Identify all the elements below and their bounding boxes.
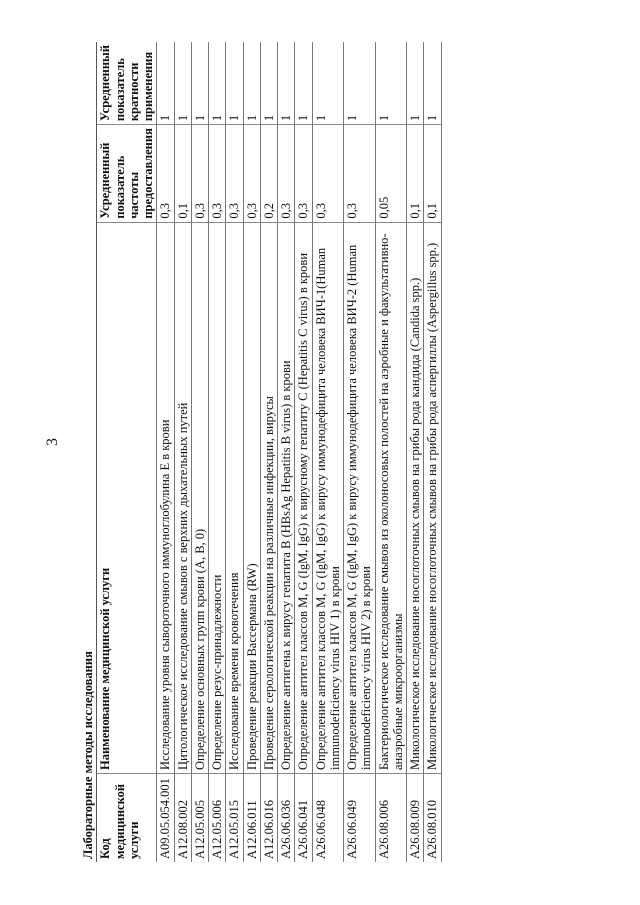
cell-multiplicity: 1 <box>226 42 243 125</box>
cell-code: A12.06.011 <box>243 774 260 863</box>
cell-frequency: 0,3 <box>344 125 376 223</box>
services-table-container <box>80 42 640 862</box>
cell-name: Исследование уровня сывороточного иммуноглобулина E в крови <box>157 222 174 773</box>
cell-multiplicity: 1 <box>312 42 344 125</box>
cell-code: A12.06.016 <box>260 774 277 863</box>
cell-multiplicity: 1 <box>375 42 407 125</box>
table-row <box>424 42 441 862</box>
table-row <box>209 42 226 862</box>
table-row <box>191 42 208 862</box>
cell-multiplicity: 1 <box>174 42 191 125</box>
table-row <box>174 42 191 862</box>
cell-name: Проведение серологической реакции на различные инфекции, вирусы <box>260 222 277 773</box>
cell-multiplicity: 1 <box>407 42 424 125</box>
cell-frequency: 0,3 <box>243 125 260 223</box>
table-row <box>295 42 312 862</box>
cell-multiplicity: 1 <box>157 42 174 125</box>
cell-code: A26.08.006 <box>375 774 407 863</box>
cell-frequency: 0,1 <box>174 125 191 223</box>
cell-multiplicity: 1 <box>424 42 441 125</box>
table-row <box>226 42 243 862</box>
cell-name: Бактериологическое исследование смывов из околоносовых полостей на аэробные и факультативно-анаэробные микроорганизмы <box>375 222 407 773</box>
cell-multiplicity: 1 <box>191 42 208 125</box>
table-row <box>243 42 260 862</box>
cell-frequency: 0,1 <box>407 125 424 223</box>
table-row <box>344 42 376 862</box>
cell-multiplicity: 1 <box>278 42 295 125</box>
cell-code: A12.08.002 <box>174 774 191 863</box>
header-multiplicity: Усредненный показатель кратности применения <box>97 42 157 125</box>
cell-frequency: 0,3 <box>312 125 344 223</box>
cell-frequency: 0,3 <box>226 125 243 223</box>
cell-name: Определение антител классов M, G (IgM, IgG) к вирусу иммунодефицита человека ВИЧ-1(Human immunodeficiency virus HIV 1) в крови <box>312 222 344 773</box>
cell-code: A12.05.015 <box>226 774 243 863</box>
cell-multiplicity: 1 <box>260 42 277 125</box>
cell-code: A26.06.049 <box>344 774 376 863</box>
cell-frequency: 0,3 <box>295 125 312 223</box>
table-row <box>278 42 295 862</box>
header-name: Наименование медицинской услуги <box>97 222 157 773</box>
cell-code: A12.05.006 <box>209 774 226 863</box>
cell-name: Исследование времени кровотечения <box>226 222 243 773</box>
cell-frequency: 0,05 <box>375 125 407 223</box>
table-row <box>260 42 277 862</box>
cell-multiplicity: 1 <box>209 42 226 125</box>
cell-frequency: 0,3 <box>157 125 174 223</box>
cell-name: Проведение реакции Вассермана (RW) <box>243 222 260 773</box>
table-row <box>375 42 407 862</box>
section-title: Лабораторные методы исследования <box>80 42 97 862</box>
cell-multiplicity: 1 <box>344 42 376 125</box>
table-row <box>312 42 344 862</box>
table-row <box>407 42 424 862</box>
header-frequency: Усредненный показатель частоты предоставления <box>97 125 157 223</box>
table-row <box>157 42 174 862</box>
cell-name: Определение резус-принадлежности <box>209 222 226 773</box>
header-code: Код медицинской услуги <box>97 774 157 863</box>
cell-code: A26.08.010 <box>424 774 441 863</box>
cell-frequency: 0,3 <box>278 125 295 223</box>
cell-name: Микологическое исследование носоглоточных смывов на грибы рода аспергиллы (Aspergillus spp.) <box>424 222 441 773</box>
cell-name: Определение антигена к вирусу гепатита B (HBsAg Hepatitis B virus) в крови <box>278 222 295 773</box>
cell-frequency: 0,3 <box>191 125 208 223</box>
cell-name: Определение антител классов M, G (IgM, IgG) к вирусу иммунодефицита человека ВИЧ-2 (Human immunodeficiency virus HIV 2) в крови <box>344 222 376 773</box>
cell-code: A12.05.005 <box>191 774 208 863</box>
cell-frequency: 0,3 <box>209 125 226 223</box>
cell-name: Определение антител классов M, G (IgM, IgG) к вирусному гепатиту C (Hepatitis C virus) в крови <box>295 222 312 773</box>
services-table <box>80 42 442 862</box>
cell-code: A26.08.009 <box>407 774 424 863</box>
cell-name: Микологическое исследование носоглоточных смывов на грибы рода кандида (Candida spp.) <box>407 222 424 773</box>
cell-multiplicity: 1 <box>243 42 260 125</box>
cell-name: Цитологическое исследование смывов с верхних дыхательных путей <box>174 222 191 773</box>
cell-code: A26.06.041 <box>295 774 312 863</box>
header-row <box>97 42 157 862</box>
cell-code: A09.05.054.001 <box>157 774 174 863</box>
section-title-row <box>80 42 97 862</box>
cell-code: A26.06.036 <box>278 774 295 863</box>
cell-code: A26.06.048 <box>312 774 344 863</box>
page-number: 3 <box>44 438 61 446</box>
cell-frequency: 0,2 <box>260 125 277 223</box>
cell-name: Определение основных групп крови (A, B, 0) <box>191 222 208 773</box>
cell-frequency: 0,1 <box>424 125 441 223</box>
cell-multiplicity: 1 <box>295 42 312 125</box>
